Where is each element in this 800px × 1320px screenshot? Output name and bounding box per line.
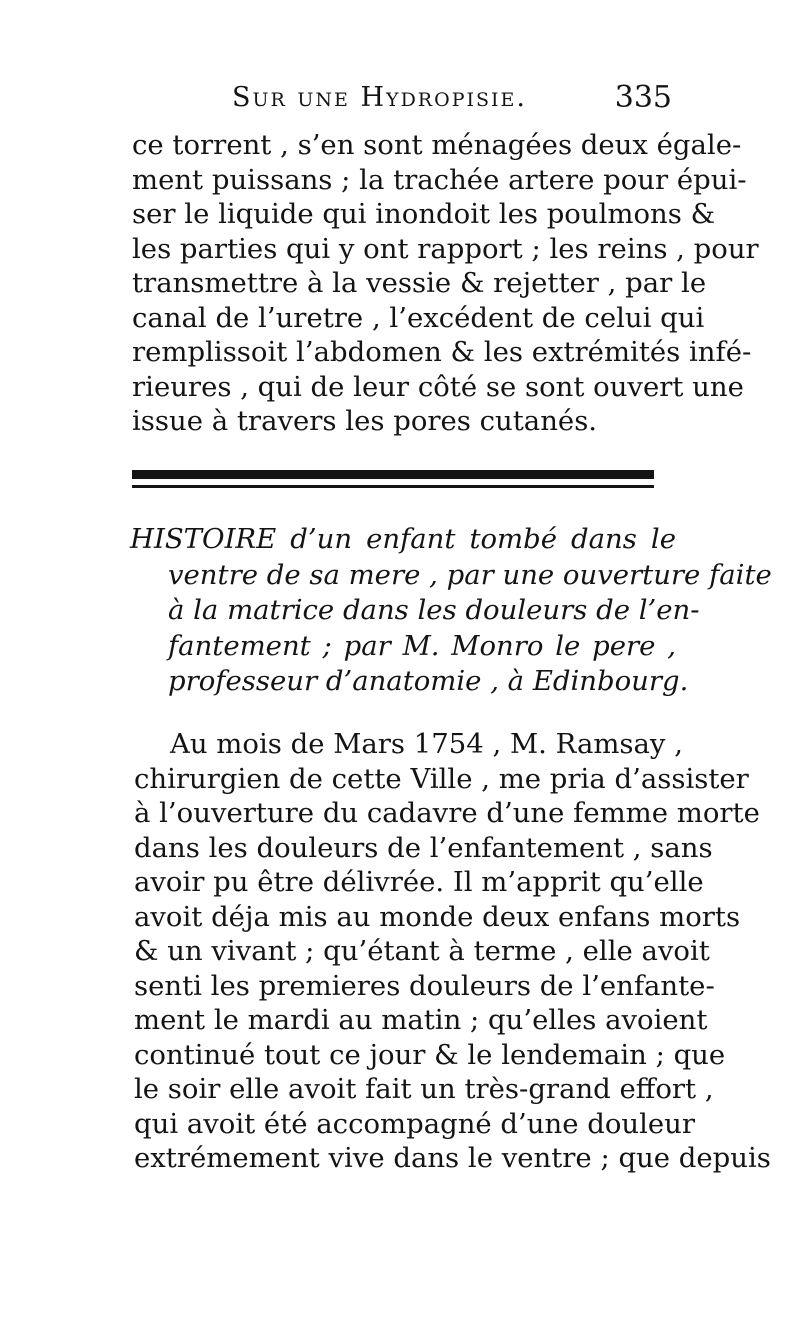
text-line: continué tout ce jour & le lendemain ; que	[134, 1038, 726, 1071]
title-line: à la matrice dans les douleurs de l’en-	[168, 594, 700, 626]
paragraph-1	[132, 128, 759, 439]
text-line: avoir pu être délivrée. Il m’apprit qu’elle	[134, 866, 704, 898]
text-line: Au mois de Mars 1754 , M. Ramsay ,	[170, 728, 683, 760]
text-line: ment puissans ; la trachée artere pour épui-	[132, 163, 747, 196]
running-head-title: Sur une Hydropisie.	[232, 82, 527, 113]
text-line: dans les douleurs de l’enfantement , sans	[134, 831, 713, 864]
section-title	[130, 522, 772, 700]
text-line: rieures , qui de leur côté se sont ouvert une	[132, 370, 744, 403]
section-divider-thin	[132, 485, 654, 488]
text-line: remplissoit l’abdomen & les extrémités infé-	[132, 336, 752, 368]
text-line: ce torrent , s’en sont ménagées deux égale-	[132, 129, 742, 161]
text-line: extrémement vive dans le ventre ; que depuis	[134, 1142, 771, 1174]
title-line: professeur d’anatomie , à Edinbourg.	[168, 665, 689, 697]
text-line: qui avoit été accompagné d’une douleur	[134, 1107, 696, 1140]
title-line: ventre de sa mere , par une ouverture faite	[168, 558, 772, 591]
text-line: à l’ouverture du cadavre d’une femme morte	[134, 797, 760, 829]
text-line: le soir elle avoit fait un très-grand effort ,	[134, 1073, 714, 1105]
text-line: les parties qui y ont rapport ; les reins , pour	[132, 232, 759, 265]
page-number: 335	[614, 80, 672, 115]
text-line: chirurgien de cette Ville , me pria d’assister	[134, 762, 749, 795]
text-line: canal de l’uretre , l’excédent de celui qui	[132, 301, 705, 334]
text-line: issue à travers les pores cutanés.	[132, 405, 598, 437]
text-line: ser le liquide qui inondoit les poulmons &	[132, 198, 716, 230]
text-line: & un vivant ; qu’étant à terme , elle avoit	[134, 935, 710, 967]
text-line: transmettre à la vessie & rejetter , par le	[132, 267, 707, 299]
text-line: ment le mardi au matin ; qu’elles avoient	[134, 1004, 708, 1036]
title-line: fantement ; par M. Monro le pere ,	[168, 629, 676, 662]
section-divider-thick	[132, 470, 654, 479]
paragraph-2	[134, 727, 771, 1176]
running-head	[232, 82, 672, 113]
text-line: avoit déja mis au monde deux enfans morts	[134, 900, 741, 933]
text-line: senti les premieres douleurs de l’enfante-	[134, 969, 715, 1002]
title-line: HISTOIRE d’un enfant tombé dans le	[130, 523, 676, 555]
